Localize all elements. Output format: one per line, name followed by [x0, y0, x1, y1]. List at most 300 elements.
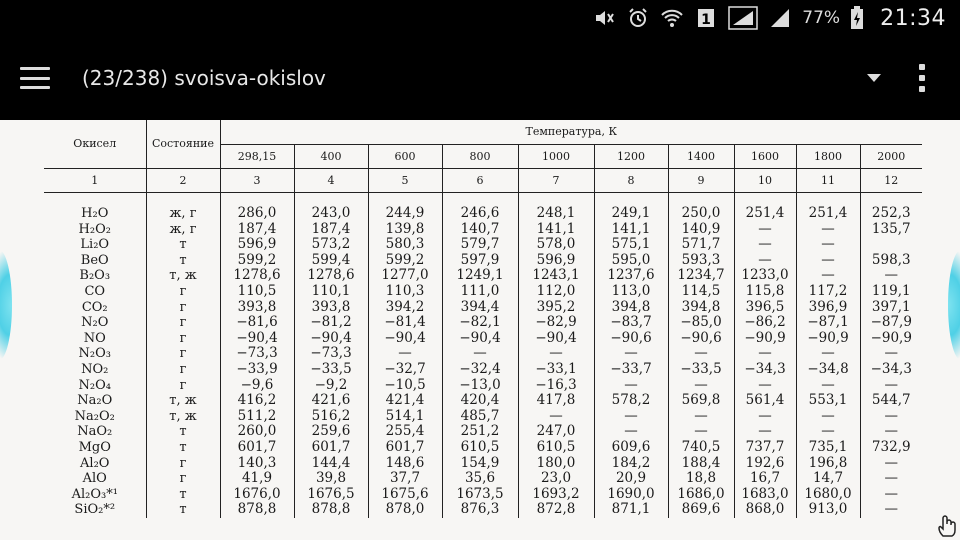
table-cell: 871,1 [594, 502, 668, 518]
table-cell: 1680,0 [796, 487, 860, 503]
table-cell: — [368, 346, 442, 362]
table-cell: −34,8 [796, 362, 860, 378]
mute-icon [592, 6, 616, 30]
table-cell: — [668, 378, 734, 394]
table-cell: 1233,0 [734, 268, 796, 284]
oxide-formula: H₂O [81, 206, 109, 221]
table-row [44, 409, 922, 425]
table-cell: 144,4 [294, 456, 368, 472]
table-cell: −90,9 [860, 331, 922, 347]
header-column-number: 5 [368, 168, 442, 192]
table-cell: 421,6 [294, 393, 368, 409]
oxide-state: г [146, 456, 220, 472]
alarm-icon [626, 6, 650, 30]
oxide-state: т, ж [146, 268, 220, 284]
table-cell: — [734, 222, 796, 238]
table-cell: 544,7 [860, 393, 922, 409]
table-cell: 578,2 [594, 393, 668, 409]
table-row [44, 284, 922, 300]
table-cell: −90,9 [796, 331, 860, 347]
header-temperature: 1000 [518, 144, 594, 168]
status-bar [0, 0, 960, 36]
table-cell: 154,9 [442, 456, 518, 472]
table-cell: 878,8 [294, 502, 368, 518]
table-row [44, 440, 922, 456]
table-body [44, 206, 922, 518]
scroll-edge-glow-right [948, 250, 960, 360]
table-row [44, 456, 922, 472]
table-cell: 573,2 [294, 237, 368, 253]
table-cell: 41,9 [220, 471, 294, 487]
table-cell: — [594, 378, 668, 394]
table-cell: 251,4 [796, 206, 860, 222]
oxide-state: г [146, 331, 220, 347]
table-cell: — [796, 237, 860, 253]
table-cell: 601,7 [294, 440, 368, 456]
table-cell: 516,2 [294, 409, 368, 425]
table-row [44, 424, 922, 440]
table-cell: −82,9 [518, 315, 594, 331]
table-cell: −33,5 [668, 362, 734, 378]
oxide-formula: BeO [80, 252, 109, 268]
table-cell: −73,3 [294, 346, 368, 362]
table-row [44, 471, 922, 487]
table-cell: −90,9 [734, 331, 796, 347]
oxide-formula: H₂O₂ [78, 221, 111, 237]
table-cell: 16,7 [734, 471, 796, 487]
oxide-state: ж, г [146, 206, 220, 222]
table-cell: 250,0 [668, 206, 734, 222]
table-cell: 596,9 [220, 237, 294, 253]
table-cell: — [668, 424, 734, 440]
table-cell: 396,5 [734, 300, 796, 316]
table-cell: 1277,0 [368, 268, 442, 284]
table-cell: −86,2 [734, 315, 796, 331]
table-cell: 601,7 [368, 440, 442, 456]
table-cell: 593,3 [668, 253, 734, 269]
dropdown-arrow-icon[interactable] [860, 66, 888, 90]
table-cell: 397,1 [860, 300, 922, 316]
table-cell: 396,9 [796, 300, 860, 316]
header-temperature: 298,15 [220, 144, 294, 168]
table-cell: — [796, 378, 860, 394]
battery-percent: 77% [802, 8, 841, 28]
table-cell: 599,2 [220, 253, 294, 269]
table-cell: 420,4 [442, 393, 518, 409]
table-cell: −90,4 [442, 331, 518, 347]
table-cell: 249,1 [594, 206, 668, 222]
table-row [44, 487, 922, 503]
table-row [44, 331, 922, 347]
table-cell: — [860, 502, 922, 518]
header-column-number: 4 [294, 168, 368, 192]
header-column-number: 12 [860, 168, 922, 192]
table-cell: 115,8 [734, 284, 796, 300]
table-cell: −81,6 [220, 315, 294, 331]
table-cell: 187,4 [220, 222, 294, 238]
oxide-state: т, ж [146, 393, 220, 409]
table-cell: — [860, 487, 922, 503]
table-cell: 1676,0 [220, 487, 294, 503]
header-column-number: 6 [442, 168, 518, 192]
table-cell: 732,9 [860, 440, 922, 456]
table-cell: 1675,6 [368, 487, 442, 503]
table-cell: −90,6 [594, 331, 668, 347]
status-icons [592, 0, 960, 36]
signal-icon [728, 6, 758, 30]
table-cell: −82,1 [442, 315, 518, 331]
header-temperature: 1800 [796, 144, 860, 168]
table-cell: — [594, 409, 668, 425]
table-row [44, 315, 922, 331]
table-cell: 14,7 [796, 471, 860, 487]
signal-icon [768, 6, 792, 30]
oxide-state: т [146, 487, 220, 503]
table-cell: — [796, 253, 860, 269]
table-cell: 1237,6 [594, 268, 668, 284]
oxide-state: т [146, 440, 220, 456]
table-cell: — [734, 378, 796, 394]
table-cell: 575,1 [594, 237, 668, 253]
table-cell: 1234,7 [668, 268, 734, 284]
oxide-formula: Al₂O [80, 455, 110, 471]
oxide-state: г [146, 315, 220, 331]
table-cell: 1693,2 [518, 487, 594, 503]
table-cell: 110,1 [294, 284, 368, 300]
table-cell: 251,4 [734, 206, 796, 222]
header-column-number: 11 [796, 168, 860, 192]
table-cell: 598,3 [860, 253, 922, 269]
table-cell: — [594, 346, 668, 362]
table-cell: 180,0 [518, 456, 594, 472]
table-cell: 112,0 [518, 284, 594, 300]
table-cell: 18,8 [668, 471, 734, 487]
table-cell: 260,0 [220, 424, 294, 440]
table-cell: 247,0 [518, 424, 594, 440]
table-cell: 561,4 [734, 393, 796, 409]
table-cell: −90,4 [220, 331, 294, 347]
table-cell: 553,1 [796, 393, 860, 409]
scroll-edge-glow-left [0, 250, 12, 360]
table-cell: — [796, 268, 860, 284]
table-cell: 610,5 [442, 440, 518, 456]
table-cell: 394,4 [442, 300, 518, 316]
wifi-icon [660, 6, 684, 30]
table-cell: −81,4 [368, 315, 442, 331]
table-cell: 878,0 [368, 502, 442, 518]
table-cell: −90,4 [368, 331, 442, 347]
table-cell: 148,6 [368, 456, 442, 472]
table-cell: 1673,5 [442, 487, 518, 503]
table-cell: −87,1 [796, 315, 860, 331]
header-oxide: Окисел [44, 120, 146, 168]
table-cell: 141,1 [518, 222, 594, 238]
header-column-number: 7 [518, 168, 594, 192]
oxide-formula: Li₂O [80, 237, 110, 253]
table-cell: 394,2 [368, 300, 442, 316]
oxide-formula: NO₂ [81, 361, 109, 377]
table-cell: — [518, 346, 594, 362]
table-cell: 599,2 [368, 253, 442, 269]
table-cell: — [796, 424, 860, 440]
oxide-formula: CO₂ [81, 299, 108, 315]
table-cell: — [734, 237, 796, 253]
header-temperature: 2000 [860, 144, 922, 168]
oxide-formula: MgO [78, 439, 111, 455]
table-cell: 737,7 [734, 440, 796, 456]
table-cell: 20,9 [594, 471, 668, 487]
header-temperature: 1200 [594, 144, 668, 168]
table-cell: 188,4 [668, 456, 734, 472]
table-cell: 597,9 [442, 253, 518, 269]
table-cell: 578,0 [518, 237, 594, 253]
table-row [44, 253, 922, 269]
table-row [44, 378, 922, 394]
oxide-formula: NO [83, 330, 106, 346]
table-cell: 1690,0 [594, 487, 668, 503]
oxide-state: г [146, 378, 220, 394]
hamburger-menu-icon[interactable] [18, 62, 52, 94]
header-temperature: 400 [294, 144, 368, 168]
oxide-formula: N₂O [81, 315, 109, 331]
table-cell: — [860, 456, 922, 472]
table-cell: −87,9 [860, 315, 922, 331]
table-cell: 286,0 [220, 206, 294, 222]
table-cell: 251,2 [442, 424, 518, 440]
table-cell: −83,7 [594, 315, 668, 331]
table-cell: 913,0 [796, 502, 860, 518]
header-column-number: 2 [146, 168, 220, 192]
table-cell: 139,8 [368, 222, 442, 238]
table-cell: −9,6 [220, 378, 294, 394]
table-cell: 735,1 [796, 440, 860, 456]
oxide-state: г [146, 346, 220, 362]
table-cell: 37,7 [368, 471, 442, 487]
table-cell: 135,7 [860, 222, 922, 238]
table-cell: 110,3 [368, 284, 442, 300]
table-cell: 571,7 [668, 237, 734, 253]
oxide-formula: N₂O₄ [78, 377, 111, 393]
oxide-state: г [146, 300, 220, 316]
table-cell: −33,9 [220, 362, 294, 378]
table-cell: 872,8 [518, 502, 594, 518]
table-row [44, 502, 922, 518]
header-column-number: 1 [44, 168, 146, 192]
table-cell: 1249,1 [442, 268, 518, 284]
table-cell: 878,8 [220, 502, 294, 518]
table-cell: 1278,6 [294, 268, 368, 284]
header-temperature-group: Температура, К [220, 120, 922, 144]
table-cell: — [796, 346, 860, 362]
table-cell: 113,0 [594, 284, 668, 300]
table-cell: −73,3 [220, 346, 294, 362]
table-cell: −33,7 [594, 362, 668, 378]
table-cell: 110,5 [220, 284, 294, 300]
table-cell: 187,4 [294, 222, 368, 238]
table-cell: 255,4 [368, 424, 442, 440]
table-cell: 868,0 [734, 502, 796, 518]
header-temperature: 1600 [734, 144, 796, 168]
table-cell: 393,8 [220, 300, 294, 316]
table-cell: −33,5 [294, 362, 368, 378]
battery-charging-icon [850, 6, 864, 30]
table-cell: 610,5 [518, 440, 594, 456]
oxide-formula: CO [84, 283, 106, 299]
header-state: Состояние [146, 120, 220, 168]
table-cell: 23,0 [518, 471, 594, 487]
table-cell: 417,8 [518, 393, 594, 409]
table-row [44, 222, 922, 238]
table-cell: 140,9 [668, 222, 734, 238]
sim-slot-label: 1 [701, 12, 712, 28]
oxide-state: г [146, 471, 220, 487]
document-title: (23/238) svoisva-okislov [82, 66, 326, 90]
table-cell: 114,5 [668, 284, 734, 300]
table-cell: 595,0 [594, 253, 668, 269]
table-row [44, 300, 922, 316]
oxide-formula: AlO [82, 471, 107, 487]
oxide-formula: Na₂O [77, 393, 113, 409]
oxide-state: т [146, 253, 220, 269]
table-row [44, 362, 922, 378]
table-cell: 111,0 [442, 284, 518, 300]
oxide-state: т, ж [146, 409, 220, 425]
table-cell: −10,5 [368, 378, 442, 394]
table-cell: 1676,5 [294, 487, 368, 503]
document-page[interactable] [0, 120, 960, 540]
table-cell: 196,8 [796, 456, 860, 472]
table-header [44, 120, 922, 206]
table-cell: 246,6 [442, 206, 518, 222]
table-row [44, 206, 922, 222]
table-cell: −32,4 [442, 362, 518, 378]
table-cell: 184,2 [594, 456, 668, 472]
header-temperature: 600 [368, 144, 442, 168]
table-row [44, 237, 922, 253]
more-vert-icon[interactable] [910, 60, 934, 96]
oxide-formula: Al₂O₃*¹ [71, 486, 118, 502]
oxide-state: т [146, 502, 220, 518]
column-number-row [44, 168, 922, 192]
oxide-formula: Na₂O₂ [74, 408, 115, 424]
header-temperature: 800 [442, 144, 518, 168]
oxide-formula: N₂O₃ [78, 346, 111, 362]
table-cell: 601,7 [220, 440, 294, 456]
table-cell: 869,6 [668, 502, 734, 518]
table-cell: — [860, 409, 922, 425]
table-cell: — [734, 346, 796, 362]
table-cell: −9,2 [294, 378, 368, 394]
table-cell: −34,3 [734, 362, 796, 378]
table-cell: — [668, 409, 734, 425]
table-cell: 140,3 [220, 456, 294, 472]
header-temperature: 1400 [668, 144, 734, 168]
table-cell: 1686,0 [668, 487, 734, 503]
table-cell: — [796, 222, 860, 238]
table-cell: 740,5 [668, 440, 734, 456]
table-cell: 393,8 [294, 300, 368, 316]
table-cell: 141,1 [594, 222, 668, 238]
table-cell: — [796, 409, 860, 425]
oxide-formula: NaO₂ [77, 424, 113, 440]
table-cell: 192,6 [734, 456, 796, 472]
oxide-state: т [146, 424, 220, 440]
table-row [44, 393, 922, 409]
table-cell: 609,6 [594, 440, 668, 456]
table-cell: 514,1 [368, 409, 442, 425]
table-cell: — [668, 346, 734, 362]
table-cell: 252,3 [860, 206, 922, 222]
table-cell: 243,0 [294, 206, 368, 222]
table-cell: 511,2 [220, 409, 294, 425]
table-cell: −33,1 [518, 362, 594, 378]
header-column-number: 9 [668, 168, 734, 192]
table-cell: 394,8 [668, 300, 734, 316]
table-cell: 244,9 [368, 206, 442, 222]
table-cell: −32,7 [368, 362, 442, 378]
table-cell: −90,4 [294, 331, 368, 347]
table-cell: 599,4 [294, 253, 368, 269]
table-cell: −13,0 [442, 378, 518, 394]
table-cell: −81,2 [294, 315, 368, 331]
table-cell: 485,7 [442, 409, 518, 425]
table-cell: — [734, 253, 796, 269]
table-cell: 416,2 [220, 393, 294, 409]
clock: 21:34 [880, 5, 946, 31]
table-cell: — [734, 409, 796, 425]
oxide-state: т [146, 237, 220, 253]
header-column-number: 8 [594, 168, 668, 192]
table-cell: — [860, 346, 922, 362]
table-cell: — [734, 424, 796, 440]
table-cell: 579,7 [442, 237, 518, 253]
table-cell: −85,0 [668, 315, 734, 331]
table-cell: — [860, 268, 922, 284]
table-cell: — [594, 424, 668, 440]
oxide-state: г [146, 284, 220, 300]
table-cell: — [518, 409, 594, 425]
table-cell: 421,4 [368, 393, 442, 409]
table-row [44, 346, 922, 362]
table-cell: 119,1 [860, 284, 922, 300]
oxide-formula: SiO₂*² [74, 502, 116, 518]
table-cell: 1243,1 [518, 268, 594, 284]
table-cell: 395,2 [518, 300, 594, 316]
header-column-number: 3 [220, 168, 294, 192]
table-cell: −16,3 [518, 378, 594, 394]
table-cell: 596,9 [518, 253, 594, 269]
table-cell: −90,4 [518, 331, 594, 347]
table-cell: −90,6 [668, 331, 734, 347]
table-cell [860, 237, 922, 253]
table-cell: 580,3 [368, 237, 442, 253]
table-row [44, 268, 922, 284]
sim-icon [694, 6, 718, 30]
table-cell: — [860, 378, 922, 394]
table-cell: — [442, 346, 518, 362]
table-cell: 140,7 [442, 222, 518, 238]
table-cell: 259,6 [294, 424, 368, 440]
table-cell: — [860, 471, 922, 487]
app-bar [0, 36, 960, 120]
table-cell: 35,6 [442, 471, 518, 487]
table-cell: 569,8 [668, 393, 734, 409]
oxide-data-table [44, 120, 922, 518]
header-column-number: 10 [734, 168, 796, 192]
table-cell: 1683,0 [734, 487, 796, 503]
table-cell: −34,3 [860, 362, 922, 378]
table-cell: 876,3 [442, 502, 518, 518]
